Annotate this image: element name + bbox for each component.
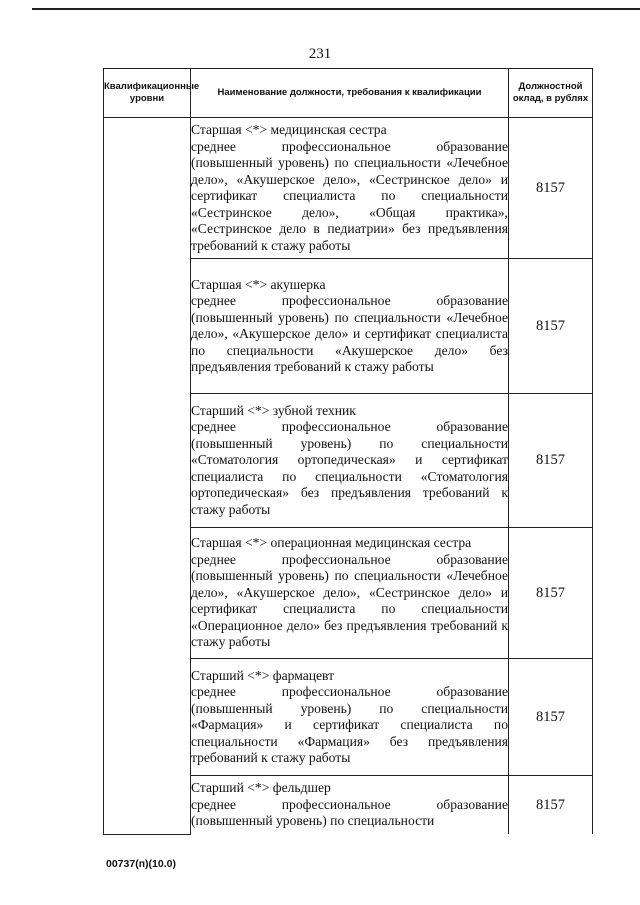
header-qualification-levels: Квалификационные уровни [104, 69, 191, 118]
table-row [104, 118, 593, 259]
salary-value: 8157 [509, 776, 593, 835]
position-description [191, 528, 509, 659]
position-requirements: среднее профессиональное образование (повышенный уровень) по специальности «Лечебное дело», «Акушерское дело», «Сестринское дело» и сертификат специалиста по специальности «Операционное дело» без предъявления требований к стажу работы [191, 551, 508, 650]
position-title: Старший <*> фармацевт [191, 667, 335, 683]
position-title: Старшая <*> медицинская сестра [191, 122, 387, 137]
document-code: 00737(п)(10.0) [106, 858, 176, 870]
position-title: Старшая <*> акушерка [191, 276, 326, 292]
header-salary: Должностной оклад, в рублях [509, 69, 593, 118]
position-requirements: среднее профессиональное образование (повышенный уровень) по специальности «Лечебное дело», «Акушерское дело» и сертификат специалиста по специальности «Акушерское дело» без предъявления требований к стажу работы [191, 293, 508, 374]
position-requirements: среднее профессиональное образование (повышенный уровень) по специальности [191, 796, 508, 829]
page-number: 231 [308, 46, 332, 62]
position-description [191, 659, 509, 776]
salary-value: 8157 [509, 528, 593, 659]
salary-value: 8157 [509, 259, 593, 394]
position-requirements: среднее профессиональное образование (повышенный уровень) по специальности «Стоматология ортопедическая» и сертификат специалиста по специальности «Стоматология ортопедическая» без предъявления требований к стажу работы [191, 419, 508, 517]
qualification-table [103, 68, 593, 835]
position-requirements: среднее профессиональное образование (повышенный уровень) по специальности «Фармация» и сертификат специалиста по специальности «Фармация» без предъявления требований к стажу работы [191, 684, 508, 765]
position-description [191, 259, 509, 394]
top-rule [32, 8, 640, 10]
qualification-level-cell [104, 118, 191, 835]
salary-value: 8157 [509, 118, 593, 259]
position-description [191, 776, 509, 835]
table-header-row [104, 69, 593, 118]
salary-value: 8157 [509, 659, 593, 776]
position-description [191, 118, 509, 259]
header-position-name: Наименование должности, требования к квалификации [191, 69, 509, 118]
position-requirements: среднее профессиональное образование (повышенный уровень) по специальности «Лечебное дело», «Акушерское дело», «Сестринское дело» и сертификат специалиста по специальности «Сестринское дело», «Общая практика», «Сестринское дело в педиатрии» без предъявления требований к стажу работы [191, 138, 508, 253]
position-title: Старший <*> фельдшер [191, 780, 331, 796]
position-description [191, 394, 509, 528]
position-title: Старшая <*> операционная медицинская сестра [191, 535, 472, 551]
position-title: Старший <*> зубной техник [191, 402, 356, 418]
salary-value: 8157 [509, 394, 593, 528]
